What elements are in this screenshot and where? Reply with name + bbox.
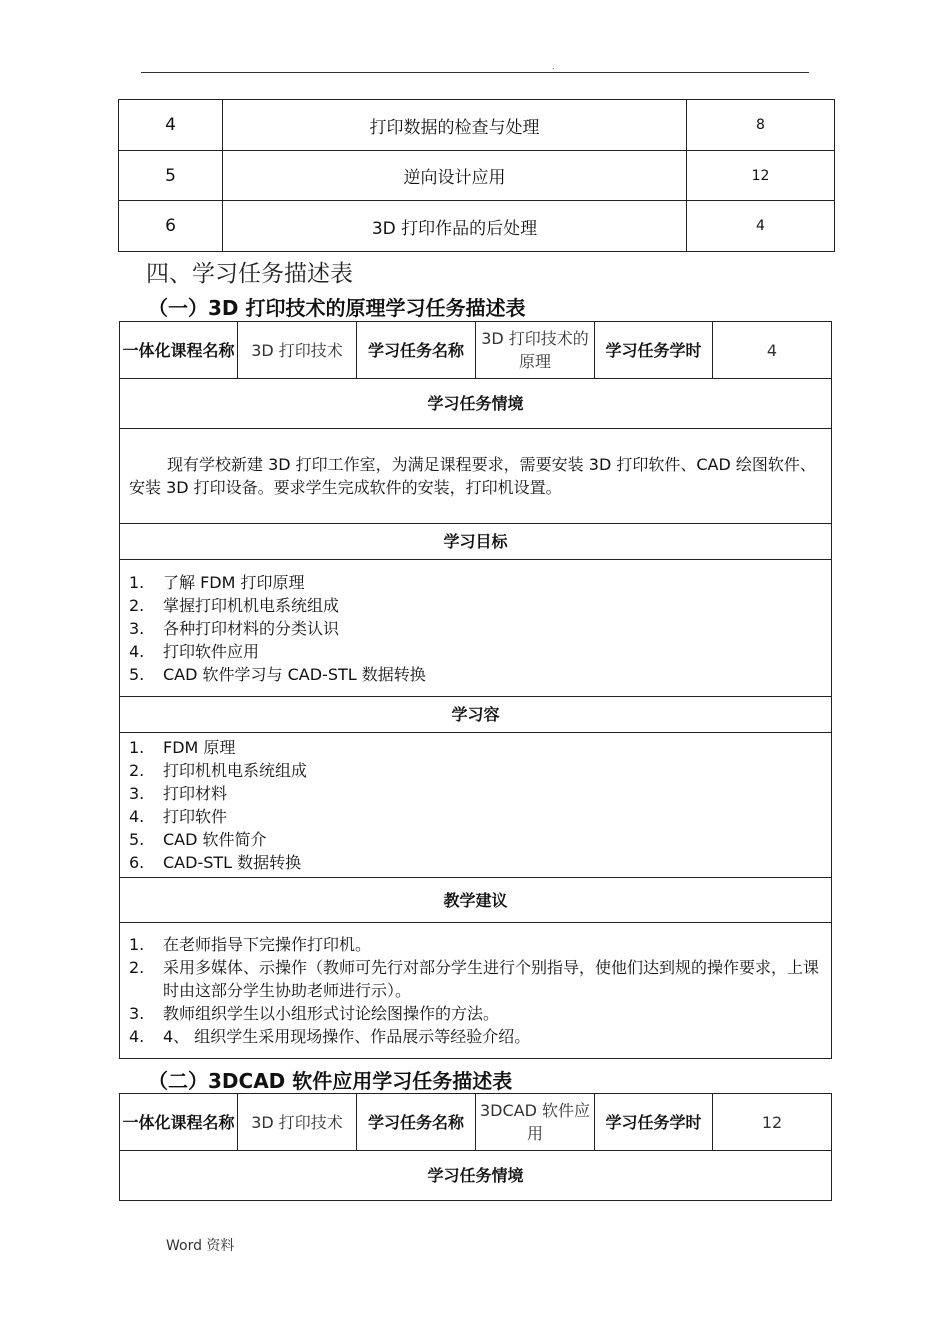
task1-header-row <box>120 322 832 379</box>
advice-cell <box>120 923 832 1059</box>
list-item: 5. CAD 软件学习与 CAD-STL 数据转换 <box>129 664 426 684</box>
course-name-label: 一体化课程名称 <box>120 322 238 379</box>
task1-title: （一）3D 打印技术的原理学习任务描述表 <box>148 296 526 320</box>
table-row <box>119 201 835 252</box>
schedule-table <box>118 99 835 252</box>
goals-list <box>120 571 831 686</box>
situation-cell <box>120 429 832 524</box>
advice-list <box>120 933 831 1048</box>
row-hours: 12 <box>687 151 835 201</box>
content-cell <box>120 733 832 878</box>
task-name-value: 3DCAD 软件应用 <box>476 1094 595 1151</box>
table-row <box>119 151 835 201</box>
row-task-name: 3D 打印作品的后处理 <box>223 201 687 252</box>
task2-header-row <box>120 1094 832 1151</box>
task-name-label: 学习任务名称 <box>357 322 476 379</box>
list-item: 3. 打印材料 <box>129 784 228 803</box>
task1-table <box>119 321 832 1059</box>
course-name-value: 3D 打印技术 <box>238 322 357 379</box>
row-number: 4 <box>119 100 223 151</box>
row-number: 6 <box>119 201 223 252</box>
list-item: 2. 掌握打印机机电系统组成 <box>129 595 340 615</box>
list-item: 5. CAD 软件简介 <box>129 830 267 849</box>
row-task-name: 打印数据的检查与处理 <box>223 100 687 151</box>
situation-heading: 学习任务情境 <box>120 379 832 429</box>
task-hours-value: 12 <box>713 1094 832 1151</box>
task2-title: （二）3DCAD 软件应用学习任务描述表 <box>148 1069 513 1093</box>
footer-text: Word 资料 <box>166 1238 235 1254</box>
list-item: 3. 教师组织学生以小组形式讨论绘图操作的方法。 <box>129 1004 500 1023</box>
task-hours-label: 学习任务学时 <box>595 1094 713 1151</box>
advice-heading: 教学建议 <box>120 878 832 923</box>
header-rule <box>141 72 809 73</box>
content-list <box>120 736 831 874</box>
table-row <box>119 100 835 151</box>
row-number: 5 <box>119 151 223 201</box>
header-mark: . <box>552 62 555 71</box>
goals-cell <box>120 560 832 697</box>
course-name-value: 3D 打印技术 <box>238 1094 357 1151</box>
task-name-label: 学习任务名称 <box>357 1094 476 1151</box>
list-item: 4. 4、 组织学生采用现场操作、作品展示等经验介绍。 <box>129 1027 531 1046</box>
task-hours-label: 学习任务学时 <box>595 322 713 379</box>
list-item: 1. FDM 原理 <box>129 738 236 757</box>
list-item: 2. 打印机机电系统组成 <box>129 761 308 780</box>
row-hours: 4 <box>687 201 835 252</box>
list-item: 4. 打印软件 <box>129 807 228 826</box>
content-heading: 学习容 <box>120 697 832 733</box>
row-hours: 8 <box>687 100 835 151</box>
list-item: 1. 了解 FDM 打印原理 <box>129 572 305 592</box>
list-item: 1. 在老师指导下完操作打印机。 <box>129 935 372 954</box>
row-task-name: 逆向设计应用 <box>223 151 687 201</box>
list-item: 2. 采用多媒体、示操作（教师可先行对部分学生进行个别指导，使他们达到规的操作要求，上课时由这部分学生协助老师进行示）。 <box>129 958 820 1000</box>
task-name-value: 3D 打印技术的原理 <box>476 322 595 379</box>
task-hours-value: 4 <box>713 322 832 379</box>
situation-heading: 学习任务情境 <box>120 1151 832 1201</box>
list-item: 3. 各种打印材料的分类认识 <box>129 618 340 638</box>
course-name-label: 一体化课程名称 <box>120 1094 238 1151</box>
goals-heading: 学习目标 <box>120 524 832 560</box>
situation-text: 现有学校新建 3D 打印工作室，为满足课程要求，需要安装 3D 打印软件、CAD 绘图软件、安装 3D 打印设备。要求学生完成软件的安装，打印机设置。 <box>129 455 816 497</box>
list-item: 4. 打印软件应用 <box>129 641 260 661</box>
list-item: 6. CAD-STL 数据转换 <box>129 853 302 872</box>
section-title: 四、学习任务描述表 <box>146 261 353 287</box>
task2-table <box>119 1093 832 1201</box>
